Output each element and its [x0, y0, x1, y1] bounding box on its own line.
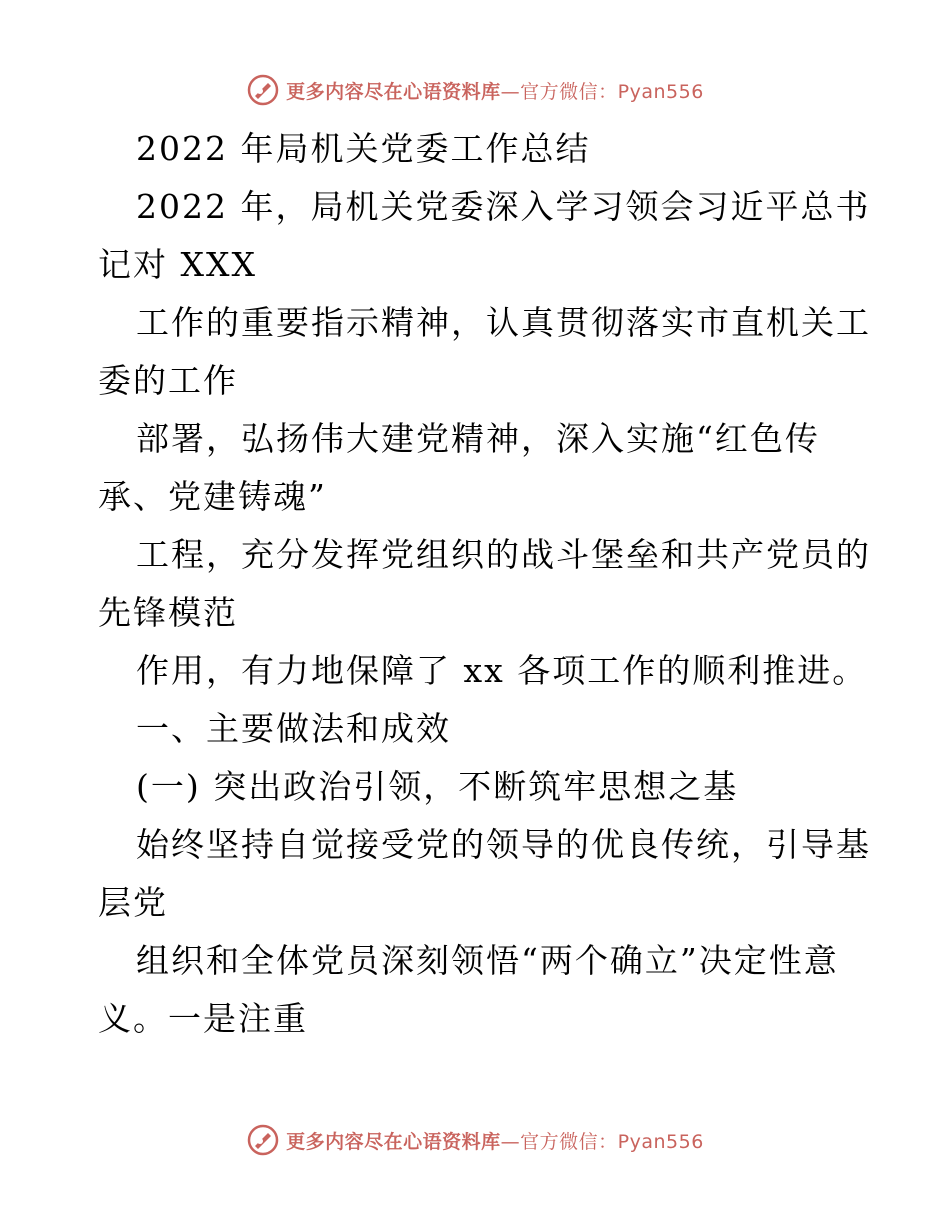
watermark-brand: 更多内容尽在心语资料库: [286, 1130, 501, 1153]
text-line: 委的工作: [98, 361, 238, 400]
text-line: 2022 年，局机关党委深入学习领会习近平总书: [136, 187, 871, 226]
text-line: (一) 突出政治引领，不断筑牢思想之基: [136, 767, 739, 806]
text-line: 记对 XXX: [98, 245, 257, 284]
watermark-text: [286, 1127, 704, 1154]
text-line: 义。一是注重: [98, 999, 308, 1038]
watermark-logo-icon: [246, 73, 280, 107]
watermark-brand: 更多内容尽在心语资料库: [286, 80, 501, 103]
watermark-dash: —: [500, 80, 521, 103]
watermark-contact: 官方微信：Pyan556: [520, 1130, 704, 1153]
watermark-contact: 官方微信：Pyan556: [520, 80, 704, 103]
text-line: 部署，弘扬伟大建党精神，深入实施“红色传: [136, 419, 820, 458]
text-line: 作用，有力地保障了 xx 各项工作的顺利推进。: [136, 651, 868, 690]
watermark-footer: [0, 1120, 950, 1160]
watermark-dash: —: [500, 1130, 521, 1153]
watermark-logo-icon: [246, 1123, 280, 1157]
text-line: 承、党建铸魂”: [98, 477, 327, 516]
watermark-header: [0, 70, 950, 110]
document-body: [98, 120, 871, 1048]
text-line: 工程，充分发挥党组织的战斗堡垒和共产党员的: [136, 535, 871, 574]
text-line: 一、主要做法和成效: [136, 709, 451, 748]
text-line: 工作的重要指示精神，认真贯彻落实市直机关工: [136, 303, 871, 342]
text-line: 层党: [98, 883, 168, 922]
text-line: 始终坚持自觉接受党的领导的优良传统，引导基: [136, 825, 871, 864]
text-line: 组织和全体党员深刻领悟“两个确立”决定性意: [136, 941, 839, 980]
watermark-text: [286, 77, 704, 104]
document-title: 2022 年局机关党委工作总结: [136, 129, 591, 168]
text-line: 先锋模范: [98, 593, 238, 632]
